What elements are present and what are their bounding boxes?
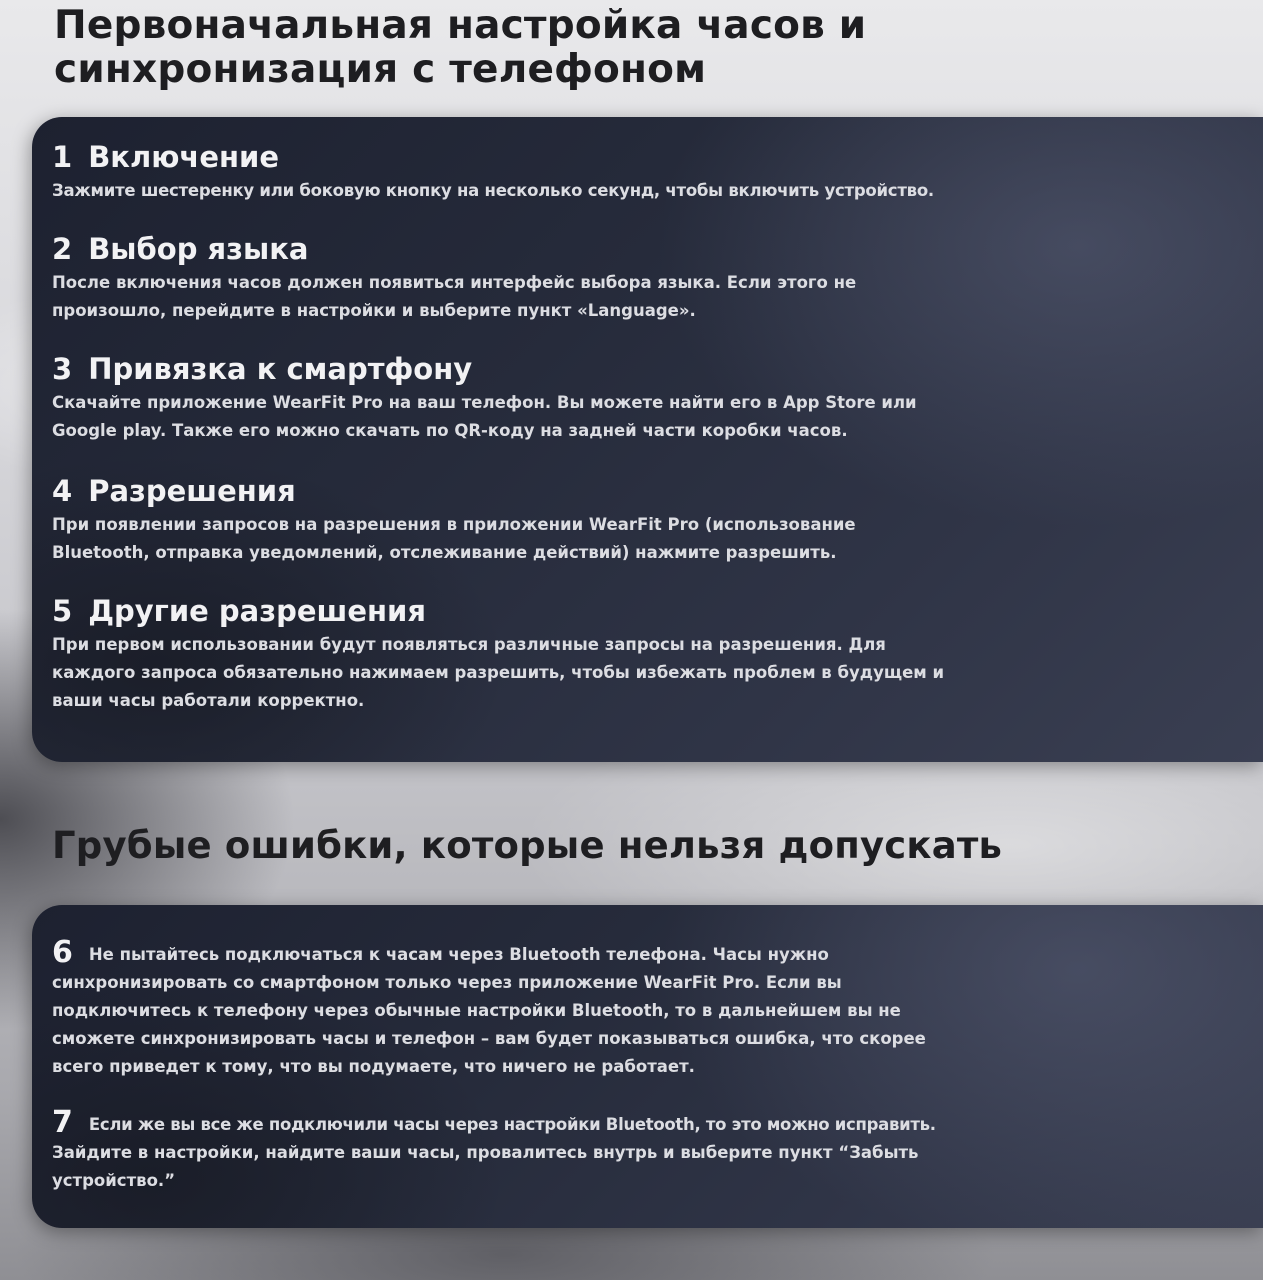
step-number: 5 — [52, 594, 73, 628]
step-permissions — [52, 473, 1249, 567]
step-title: Привязка к смартфону — [88, 352, 473, 386]
step-number: 2 — [52, 232, 73, 266]
text-line: Если же вы все же подключили часы через настройки Bluetooth, то это можно исправить. — [88, 1115, 936, 1134]
text-line: При первом использовании будут появляться различные запросы на разрешения. Для — [52, 635, 886, 654]
step-title: Выбор языка — [88, 232, 309, 266]
step-description — [52, 631, 1249, 715]
text-line: Зажмите шестеренку или боковую кнопку на несколько секунд, чтобы включить устройство. — [52, 181, 934, 200]
text-line: После включения часов должен появиться интерфейс выбора языка. Если этого не — [52, 273, 857, 292]
step-description — [52, 511, 1249, 567]
step-title: Включение — [88, 140, 280, 174]
text-line: ваши часы работали корректно. — [52, 691, 365, 710]
step-description — [52, 269, 1249, 325]
step-heading — [52, 351, 1249, 387]
step-number: 4 — [52, 474, 73, 508]
text-line: Google play. Также его можно скачать по QR-коду на задней части коробки часов. — [52, 421, 848, 440]
page-title: Первоначальная настройка часов и синхронизация с телефоном — [54, 3, 867, 92]
step-title: Другие разрешения — [88, 594, 426, 628]
errors-card — [32, 905, 1263, 1228]
error-number: 6 — [52, 935, 73, 970]
text-line: Скачайте приложение WearFit Pro на ваш телефон. Вы можете найти его в App Store или — [52, 393, 917, 412]
text-line: При появлении запросов на разрешения в приложении WearFit Pro (использование — [52, 515, 856, 534]
text-line: произошло, перейдите в настройки и выберите пункт «Language». — [52, 301, 696, 320]
step-number: 3 — [52, 352, 73, 386]
text-line: Bluetooth, отправка уведомлений, отслеживание действий) нажмите разрешить. — [52, 543, 837, 562]
step-heading — [52, 139, 1249, 175]
step-number: 1 — [52, 140, 73, 174]
step-language — [52, 231, 1249, 325]
step-title: Разрешения — [88, 474, 296, 508]
step-heading — [52, 473, 1249, 509]
text-line: устройство.” — [52, 1171, 176, 1190]
error-item-bluetooth — [52, 935, 1249, 1081]
text-line: синхронизировать со смартфоном только через приложение WearFit Pro. Если вы — [52, 973, 842, 992]
errors-title: Грубые ошибки, которые нельзя допускать — [52, 824, 1003, 867]
step-heading — [52, 231, 1249, 267]
text-line: каждого запроса обязательно нажимаем разрешить, чтобы избежать проблем в будущем и — [52, 663, 945, 682]
text-line: сможете синхронизировать часы и телефон – вам будет показываться ошибка, что скорее — [52, 1029, 926, 1048]
text-line: Зайдите в настройки, найдите ваши часы, провалитесь внутрь и выберите пункт “Забыть — [52, 1143, 919, 1162]
error-item-forget-device — [52, 1105, 1249, 1195]
step-description — [52, 389, 1249, 445]
step-power-on — [52, 139, 1249, 205]
step-other-permissions — [52, 593, 1249, 715]
text-line-first — [52, 1105, 1249, 1140]
text-line-first — [52, 935, 1249, 970]
text-line: всего приведет к тому, что вы подумаете, что ничего не работает. — [52, 1057, 695, 1076]
step-description — [52, 177, 1249, 205]
text-line: Не пытайтесь подключаться к часам через Bluetooth телефона. Часы нужно — [88, 945, 829, 964]
step-heading — [52, 593, 1249, 629]
step-phone-pairing — [52, 351, 1249, 445]
error-number: 7 — [52, 1105, 73, 1140]
text-line: подключитесь к телефону через обычные настройки Bluetooth, то в дальнейшем вы не — [52, 1001, 901, 1020]
setup-steps-card — [32, 117, 1263, 762]
